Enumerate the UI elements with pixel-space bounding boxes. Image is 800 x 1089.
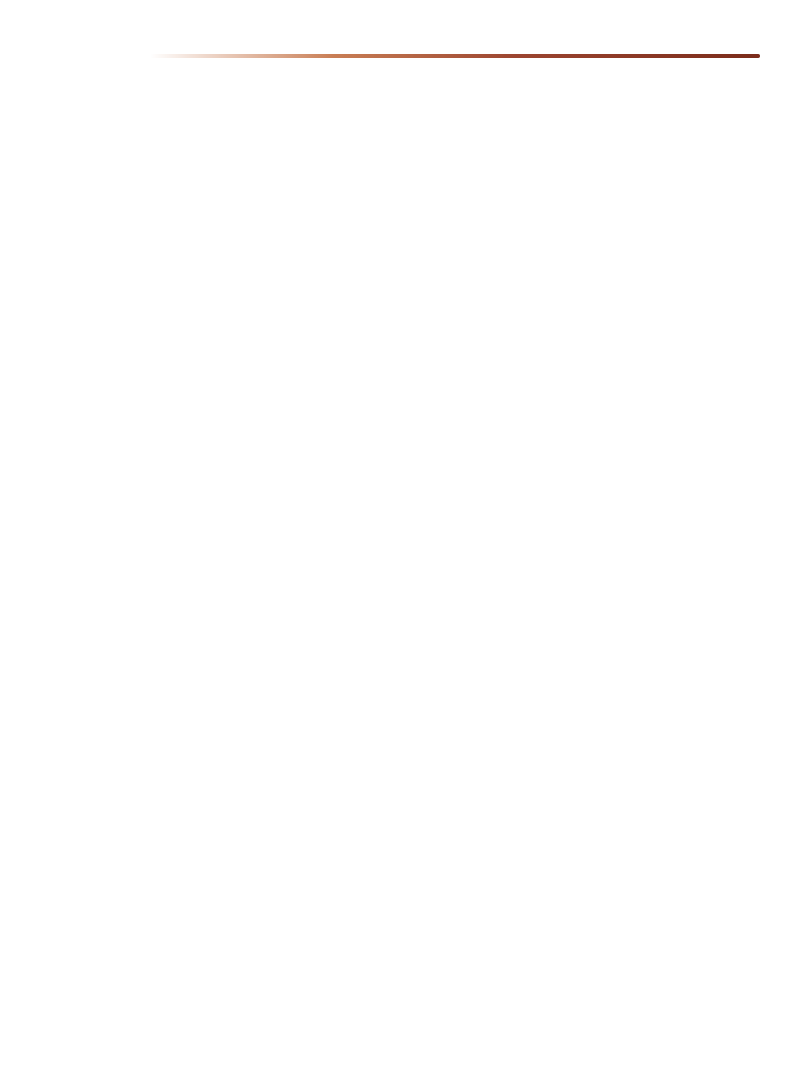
running-head	[0, 0, 800, 48]
header-rule	[150, 54, 760, 58]
document-page	[0, 0, 800, 58]
diagonal-watermark	[0, 149, 800, 927]
footer	[27, 19, 43, 37]
